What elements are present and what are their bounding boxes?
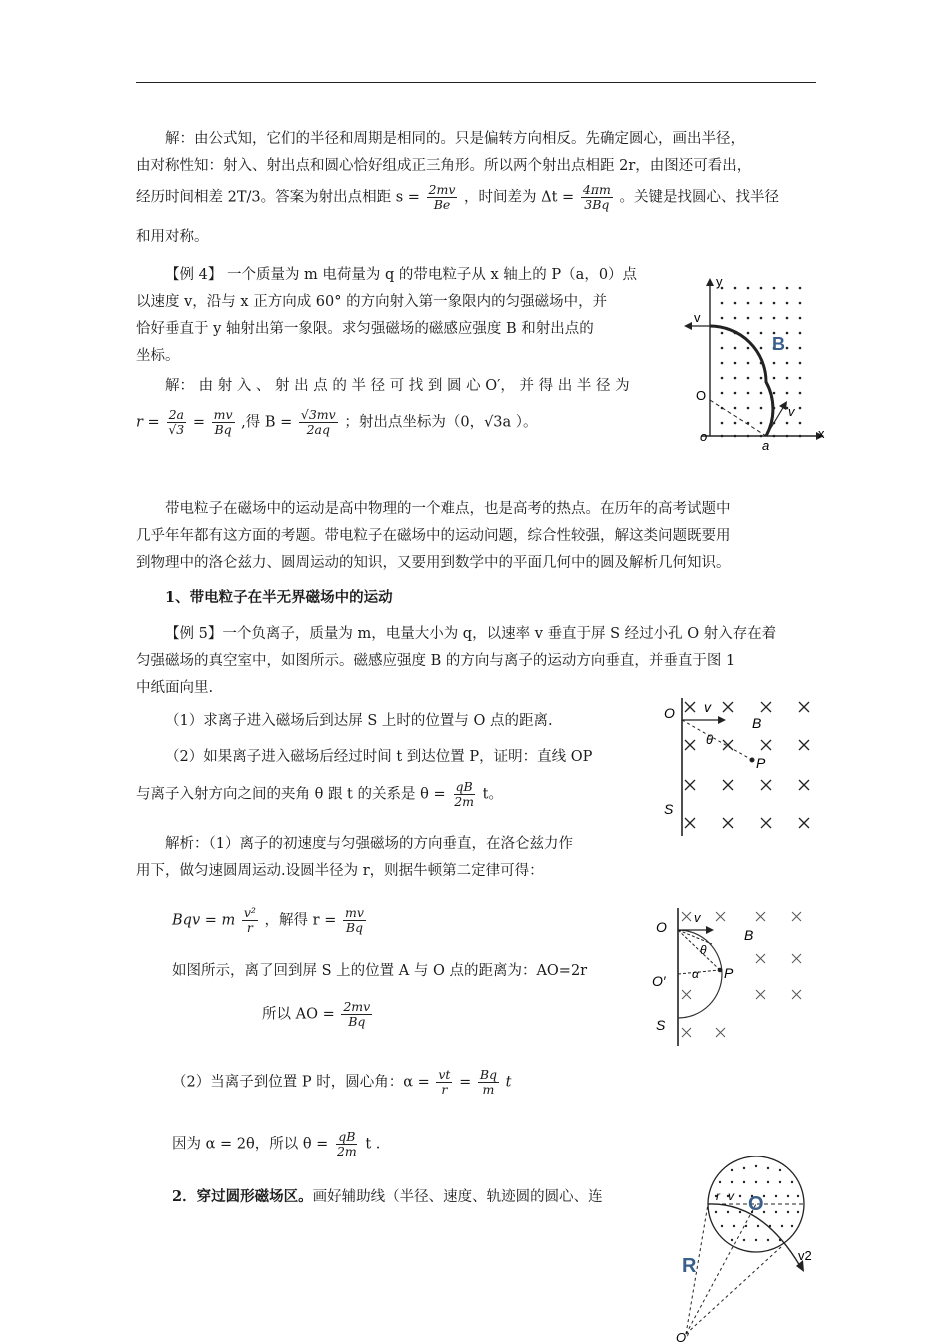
field-label: B bbox=[752, 715, 762, 731]
example5-q3 bbox=[136, 780, 656, 809]
num: √3mv bbox=[300, 407, 336, 422]
num: qB bbox=[338, 1129, 356, 1144]
screen-label: S bbox=[656, 1017, 666, 1033]
equation-newton bbox=[172, 906, 368, 935]
example4-line-3: 恰好垂直于 y 轴射出第一象限。求匀强磁场的磁感应强度 B 和射出点的 bbox=[136, 321, 594, 337]
intro-line-1: 带电粒子在磁场中的运动是高中物理的一个难点，也是高考的热点。在历年的高考试题中 bbox=[165, 501, 731, 517]
num: 2mv bbox=[343, 999, 371, 1014]
angle-label: θ bbox=[706, 732, 714, 747]
fraction-s bbox=[427, 183, 458, 212]
analysis-line-1: 解析：（1）离子的初速度与匀强磁场的方向垂直，在洛仑兹力作 bbox=[165, 836, 573, 852]
field-label: B bbox=[772, 334, 785, 354]
den: Bq bbox=[345, 920, 364, 935]
text: 画好辅助线（半径、速度、轨迹圆的圆心、连 bbox=[312, 1189, 603, 1205]
origin-label: o bbox=[700, 429, 708, 444]
equation-theta bbox=[172, 1130, 380, 1159]
text: t。 bbox=[482, 786, 503, 803]
den: m bbox=[482, 1082, 495, 1097]
fraction bbox=[436, 1068, 452, 1097]
text: 经历时间相差 2T/3。答案为射出点相距 s = bbox=[136, 189, 420, 206]
example4-solution-2 bbox=[136, 408, 676, 437]
track-center-label: O′ bbox=[676, 1330, 689, 1344]
num: qB bbox=[455, 779, 473, 794]
num: 2a bbox=[168, 407, 184, 422]
text: r = bbox=[136, 414, 160, 431]
text: 与离子入射方向之间的夹角 θ 跟 t 的关系是 θ = bbox=[136, 786, 446, 803]
text: Bqv = m bbox=[172, 912, 236, 929]
num: Bq bbox=[479, 1067, 498, 1082]
text: （2）当离子到位置 P 时，圆心角：α = bbox=[172, 1074, 430, 1091]
velocity-label: v bbox=[788, 404, 795, 419]
header-rule bbox=[136, 82, 816, 83]
solution-line-1: 解：由公式知，它们的半径和周期是相同的。只是偏转方向相反。先确定圆心，画出半径， bbox=[165, 131, 745, 147]
example4-line-1: 【例 4】 一个质量为 m 电荷量为 q 的带电粒子从 x 轴上的 P（a，0）点 bbox=[165, 267, 638, 283]
fraction bbox=[212, 408, 235, 437]
example5-line-1: 【例 5】一个负离子，质量为 m，电量大小为 q，以速率 v 垂直于屏 S 经过小孔 O 射入存在着 bbox=[165, 626, 777, 642]
text: = bbox=[192, 414, 205, 431]
den: r bbox=[246, 920, 253, 935]
center-label: O bbox=[748, 1193, 764, 1215]
radius-R-label: R bbox=[682, 1255, 697, 1277]
figure-semicircle-path bbox=[648, 904, 820, 1050]
screen-label: S bbox=[664, 801, 674, 817]
solution-line-2: 由对称性知：射入、射出点和圆心恰好组成正三角形。所以两个射出点相距 2r，由图还可看出， bbox=[136, 158, 752, 174]
heading: 2．穿过圆形磁场区。 bbox=[172, 1188, 313, 1205]
center-label: O bbox=[696, 388, 707, 403]
num: v² bbox=[243, 905, 256, 920]
num: vt bbox=[438, 1067, 451, 1082]
equation-alpha bbox=[172, 1068, 511, 1097]
fraction bbox=[452, 780, 476, 809]
velocity-label: v bbox=[694, 910, 701, 925]
text: t bbox=[505, 1074, 512, 1091]
text: 所以 AO = bbox=[262, 1006, 335, 1023]
fraction bbox=[478, 1068, 499, 1097]
fraction bbox=[341, 1000, 372, 1029]
velocity-label: v bbox=[704, 699, 711, 715]
point-a-label: a bbox=[762, 438, 770, 453]
analysis-line-2: 用下，做匀速圆周运动.设圆半径为 r，则据牛顿第二定律可得： bbox=[136, 863, 544, 879]
den: Bq bbox=[348, 1014, 366, 1029]
num: 2mv bbox=[428, 182, 456, 197]
center-label: O′ bbox=[652, 973, 666, 989]
fraction bbox=[166, 408, 186, 437]
equation-ao bbox=[262, 1000, 374, 1029]
figure-circular-field bbox=[672, 1156, 822, 1344]
den: Bq bbox=[214, 422, 232, 437]
den: 2aq bbox=[306, 422, 331, 437]
text: 。关键是找圆心、找半径 bbox=[619, 189, 779, 206]
example4-line-4: 坐标。 bbox=[136, 348, 180, 364]
den: r bbox=[441, 1082, 448, 1097]
axis-x-label: x bbox=[818, 426, 825, 441]
velocity-out-label: v2 bbox=[798, 1248, 812, 1263]
den: 2m bbox=[454, 794, 475, 809]
den: 3Bq bbox=[584, 197, 610, 212]
example5-q2: （2）如果离子进入磁场后经过时间 t 到达位置 P，证明：直线 OP bbox=[165, 749, 593, 765]
solution-line-4: 和用对称。 bbox=[136, 229, 209, 245]
angle-alpha-label: α bbox=[692, 967, 699, 981]
axis-y-label: y bbox=[716, 276, 723, 289]
field-label: B bbox=[744, 927, 754, 943]
example4-line-2: 以速度 v，沿与 x 正方向成 60° 的方向射入第一象限内的匀强磁场中，并 bbox=[136, 294, 608, 310]
text: t . bbox=[365, 1136, 381, 1153]
figure-quadrant-field bbox=[680, 276, 830, 456]
section-heading-2 bbox=[172, 1183, 662, 1211]
fraction bbox=[343, 906, 366, 935]
example4-solution-1: 解： 由 射 入 、 射 出 点 的 半 径 可 找 到 圆 心 O′， 并 得 出 半 径 为 bbox=[165, 378, 630, 394]
example5-q1: （1）求离子进入磁场后到达屏 S 上时的位置与 O 点的距离. bbox=[165, 713, 553, 729]
figure-screen-field bbox=[660, 694, 825, 844]
text: ；射出点坐标为（0，√3a ）。 bbox=[344, 414, 538, 431]
fraction bbox=[299, 408, 338, 437]
fraction bbox=[242, 906, 258, 935]
intro-line-3: 到物理中的洛仑兹力、圆周运动的知识，又要用到数学中的平面几何中的圆及解析几何知识。 bbox=[136, 555, 731, 571]
num: 4πm bbox=[582, 182, 611, 197]
analysis-line-3: 如图所示，离了回到屏 S 上的位置 A 与 O 点的距离为：AO=2r bbox=[172, 963, 588, 979]
den: √3 bbox=[168, 422, 185, 437]
text: = bbox=[459, 1074, 472, 1091]
section-heading-1: 1、带电粒子在半无界磁场中的运动 bbox=[165, 589, 393, 606]
example5-line-3: 中纸面向里. bbox=[136, 680, 214, 696]
num: mv bbox=[344, 905, 364, 920]
radius-label: r bbox=[716, 1189, 720, 1203]
point-o-label: O bbox=[656, 919, 667, 935]
fraction bbox=[335, 1130, 359, 1159]
num: mv bbox=[213, 407, 233, 422]
text: 因为 α = 2θ，所以 θ = bbox=[172, 1136, 329, 1153]
text: ，解得 r = bbox=[264, 912, 337, 929]
angle-theta-label: θ bbox=[700, 943, 707, 957]
intro-line-2: 几乎年年都有这方面的考题。带电粒子在磁场中的运动问题，综合性较强，解这类问题既要用 bbox=[136, 528, 731, 544]
text: ,得 B = bbox=[241, 414, 293, 431]
solution-line-3 bbox=[136, 183, 826, 212]
velocity-label: v bbox=[728, 1189, 734, 1203]
den: 2m bbox=[336, 1144, 357, 1159]
den: Be bbox=[433, 197, 451, 212]
fraction-dt bbox=[581, 183, 613, 212]
point-o-label: O bbox=[664, 705, 675, 721]
velocity-label: v bbox=[694, 310, 701, 325]
example5-line-2: 匀强磁场的真空室中，如图所示。磁感应强度 B 的方向与离子的运动方向垂直，并垂直于图 1 bbox=[136, 653, 736, 669]
point-p-label: P bbox=[756, 755, 766, 771]
text: ，时间差为 Δt = bbox=[464, 189, 575, 206]
point-p-label: P bbox=[724, 965, 734, 981]
